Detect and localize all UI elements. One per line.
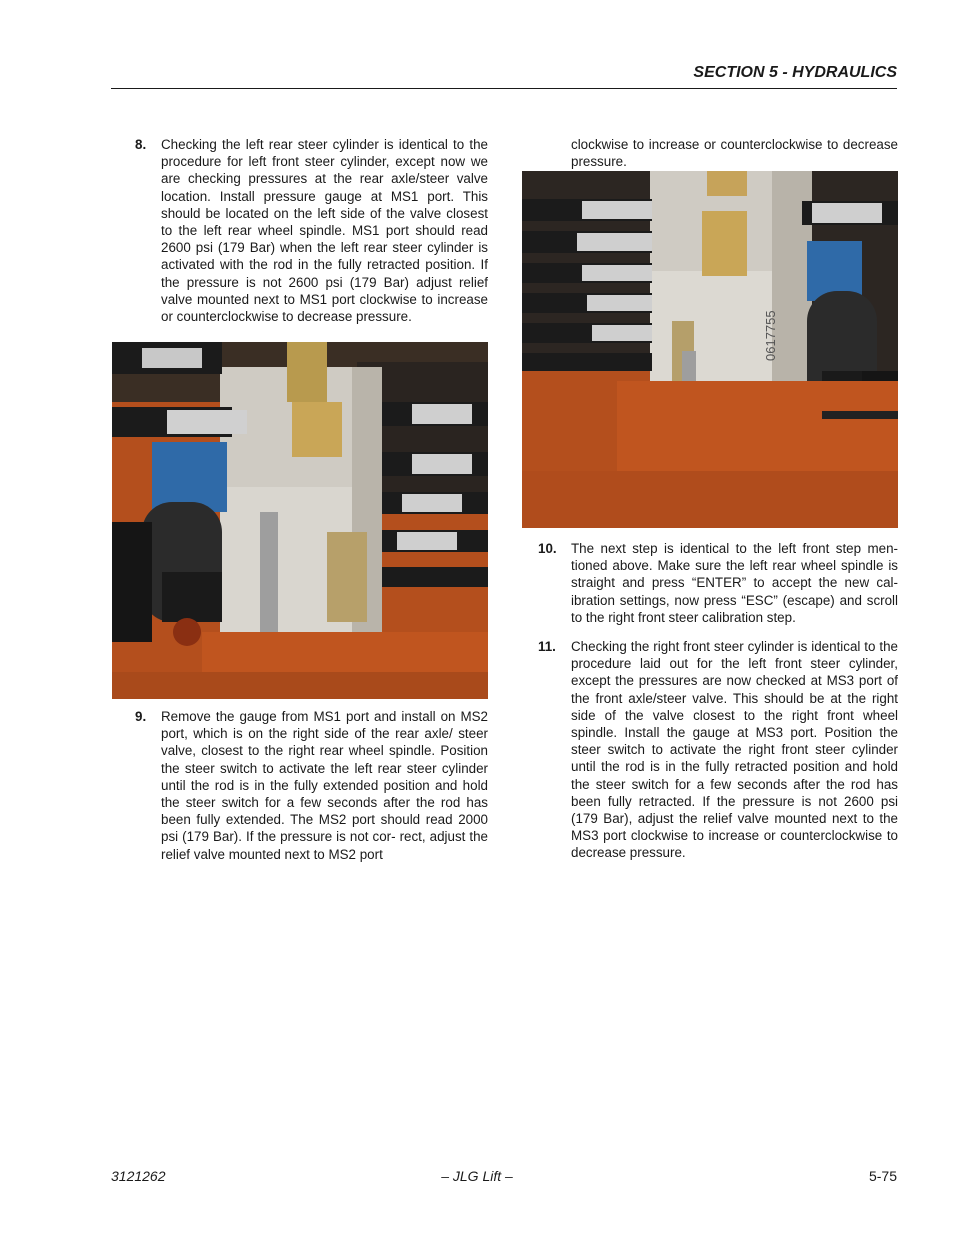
step-8-text: Checking the left rear steer cylinder is identical to the procedure for left front steer cylinder, except now we are checking pressures at the rear axle/steer valve location. Install pressure gauge at MS1 port. This should be located on the left side of the valve closest to the left rear wheel spindle. MS1 port should read 2600 psi (179 Bar) when the left rear steer cylinder is activated with the rod in the fully retracted position. If the pressure is not 2600 psi (179 Bar) adjust relief valve mounted next to MS1 port clockwise to increase or counterclockwise to decrease pressure.: [161, 137, 488, 325]
footer-publisher: – JLG Lift –: [441, 1168, 513, 1184]
photo-rear-steer-valve-ms2: [522, 171, 898, 528]
step-10-text: The next step is identical to the left front step men- tioned above. Make sure the left rear wheel spindle is straight and press “ENTER” to accept the new cal- ibration settings, now press “ESC” (escape) and scroll to the right front steer calibration step.: [571, 541, 898, 625]
footer-page-number: 5-75: [868, 1168, 897, 1184]
valve-stamp: 0617755: [763, 310, 778, 361]
step-11-number: 11.: [538, 639, 556, 654]
footer-doc-number: 3121262: [111, 1168, 166, 1184]
step-11-text: Checking the right front steer cylinder is identical to the procedure laid out for the left front steer cylinder, except the pressures are now checked at MS3 port of the front axle/steer valve. This should be at the right side of the valve closest to the right front wheel spindle. Install the gauge at MS3 port. Position the steer switch to activate the right front steer cylinder until the rod is in the fully retracted position and hold the steer switch for a few seconds after the rod has been fully retracted. If the pressure is not 2600 psi (179 Bar), adjust the relief valve mounted next to the MS3 port clockwise to increase or counterclockwise to decrease pressure.: [571, 639, 898, 861]
header-rule: [111, 88, 897, 89]
step-10-number: 10.: [538, 541, 557, 556]
photo-rear-steer-valve: [112, 342, 488, 699]
step-9-number: 9.: [135, 709, 147, 724]
step-9-text: Remove the gauge from MS1 port and install on MS2 port, which is on the right side of the rear axle/ steer valve, closest to the right rear wheel spindle. Position the steer switch to activate the left rear steer cylinder until the rod is in the fully extended position and hold the steer switch for a few seconds after the rod has been fully extended. The MS2 port should read 2000 psi (179 Bar). If the pressure is not cor- rect, adjust the relief valve mounted next to MS2 port: [161, 709, 488, 862]
step-8-number: 8.: [135, 137, 147, 152]
step-9-continued-text: clockwise to increase or counterclockwise to decrease pressure.: [571, 137, 898, 170]
section-title: SECTION 5 - HYDRAULICS: [693, 64, 897, 81]
